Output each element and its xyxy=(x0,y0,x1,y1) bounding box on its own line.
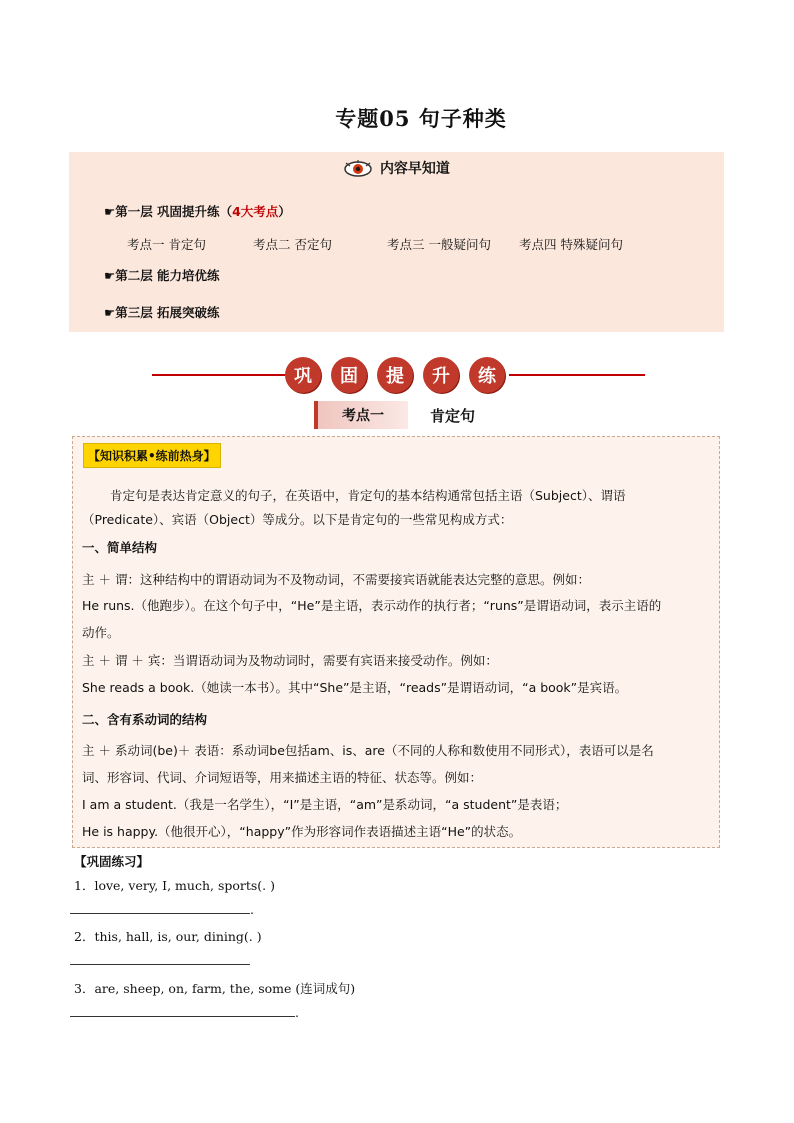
toc-layer2: ☛第二层 能力培优练 xyxy=(104,268,220,283)
heading-simple-structure: 一、简单结构 xyxy=(82,540,158,555)
banner-char: 巩 xyxy=(285,357,321,393)
section-banner xyxy=(285,357,505,393)
answer-line-2[interactable] xyxy=(70,964,250,965)
toc-point-1: 考点一 肯定句 xyxy=(127,237,206,252)
banner-line-right xyxy=(509,374,645,376)
answer-end-3: . xyxy=(295,1005,299,1020)
point-title: 肯定句 xyxy=(430,407,476,425)
contents-header xyxy=(69,158,724,179)
point-label: 考点一 xyxy=(314,401,408,429)
intro-line-2: （Predicate）、宾语（Object）等成分。以下是肯定句的一些常见构成方式： xyxy=(82,512,513,527)
question-3: 3．are, sheep, on, farm, the, some (连词成句) xyxy=(74,981,356,996)
practice-header: 【巩固练习】 xyxy=(74,854,150,869)
intro-line-1: 肯定句是表达肯定意义的句子，在英语中，肯定句的基本结构通常包括主语（Subject）、谓语 xyxy=(110,488,626,503)
knowledge-tag: 【知识积累•练前热身】 xyxy=(83,443,221,468)
banner-char: 提 xyxy=(377,357,413,393)
example-sv-line-1: He runs.（他跑步）。在这个句子中，“He”是主语，表示动作的执行者；“runs”是谓语动词，表示主语的 xyxy=(82,598,662,613)
contents-header-text: 内容早知道 xyxy=(379,161,450,177)
rule-linking-line-1: 主 ＋ 系动词(be)＋ 表语：系动词be包括am、is、are（不同的人称和数使用不同形式），表语可以是名 xyxy=(82,743,654,758)
toc-layer1-count: 4大考点 xyxy=(232,204,279,219)
banner-char: 升 xyxy=(423,357,459,393)
example-svo: She reads a book.（她读一本书）。其中“She”是主语，“reads”是谓语动词，“a book”是宾语。 xyxy=(82,680,628,695)
banner-line-left xyxy=(152,374,285,376)
answer-end-1: . xyxy=(250,902,254,917)
example-sv-line-2: 动作。 xyxy=(82,625,120,640)
toc-paren-open: （ xyxy=(219,204,233,219)
toc-point-3: 考点三 一般疑问句 xyxy=(387,237,491,252)
example-linking-2: He is happy.（他很开心），“happy”作为形容词作表语描述主语“He”的状态。 xyxy=(82,824,522,839)
toc-point-2: 考点二 否定句 xyxy=(253,237,332,252)
rule-svo: 主 ＋ 谓 ＋ 宾：当谓语动词为及物动词时，需要有宾语来接受动作。例如： xyxy=(82,653,498,668)
rule-sv: 主 ＋ 谓：这种结构中的谓语动词为不及物动词，不需要接宾语就能表达完整的意思。例如： xyxy=(82,572,590,587)
rule-linking-line-2: 词、形容词、代词、介词短语等，用来描述主语的特征、状态等。例如： xyxy=(82,770,483,785)
toc-layer3: ☛第三层 拓展突破练 xyxy=(104,305,220,320)
example-linking-1: I am a student.（我是一名学生），“I”是主语，“am”是系动词，“a student”是表语； xyxy=(82,797,568,812)
answer-line-3[interactable] xyxy=(70,1016,295,1017)
page-title: 专题05 句子种类 xyxy=(335,106,507,131)
contents-box xyxy=(69,152,724,332)
question-2: 2．this, hall, is, our, dining(. ) xyxy=(74,929,262,944)
banner-char: 固 xyxy=(331,357,367,393)
banner-char: 练 xyxy=(469,357,505,393)
question-1: 1．love, very, I, much, sports(. ) xyxy=(74,878,276,893)
heading-linking-verb: 二、含有系动词的结构 xyxy=(82,712,208,727)
toc-paren-close: ） xyxy=(278,204,291,219)
answer-line-1[interactable] xyxy=(70,913,250,914)
eye-icon xyxy=(343,159,373,179)
toc-layer1 xyxy=(104,202,291,220)
toc-layer1-label: ☛第一层 巩固提升练 xyxy=(104,204,220,219)
toc-point-4: 考点四 特殊疑问句 xyxy=(519,237,623,252)
